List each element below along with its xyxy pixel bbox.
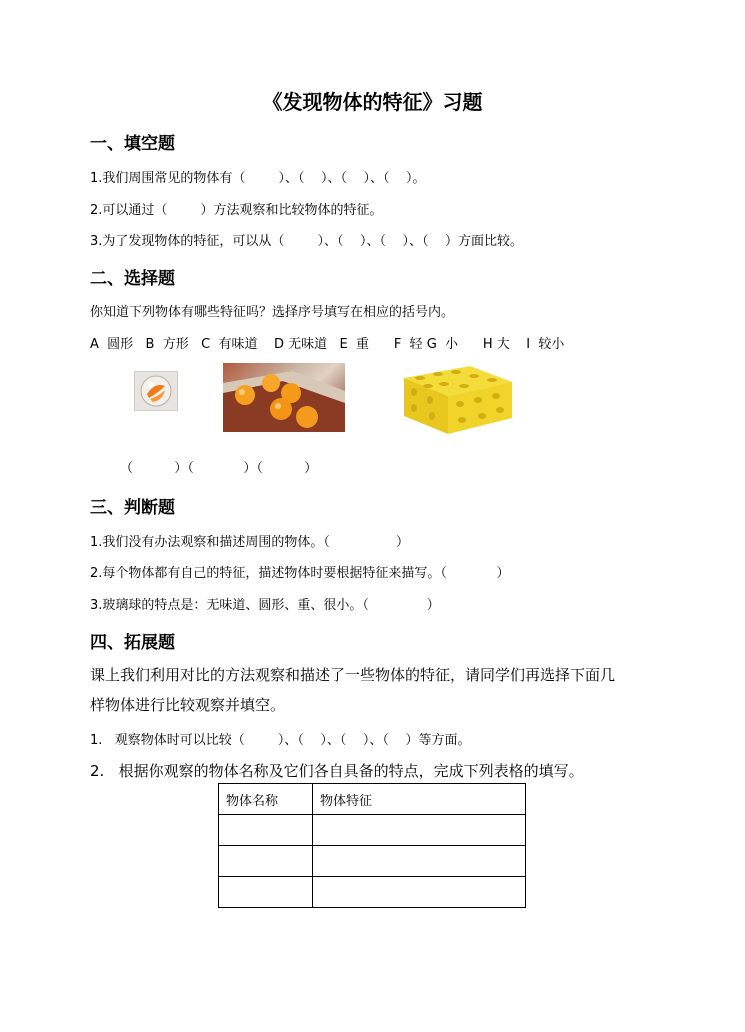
table-row (219, 877, 526, 908)
table-cell-name[interactable] (219, 877, 313, 908)
section-heading-choice: 二、选择题 (90, 269, 175, 289)
table-cell-feature[interactable] (313, 846, 526, 877)
page-title: 《发现物体的特征》习题 (262, 90, 483, 114)
table-header-name: 物体名称 (219, 784, 313, 815)
choice-options: A 圆形 B 方形 C 有味道 D 无味道 E 重 F 轻 G 小 H 大 I 较小 (90, 337, 565, 352)
table-row (219, 846, 526, 877)
question-4-2: 2. 根据你观察的物体名称及它们各自具备的特点，完成下列表格的填写。 (90, 762, 584, 780)
table-cell-feature[interactable] (313, 815, 526, 846)
table-cell-feature[interactable] (313, 877, 526, 908)
question-3-3: 3.玻璃球的特点是：无味道、圆形、重、很小。（ ） (90, 598, 440, 613)
extension-intro-line-1: 课上我们利用对比的方法观察和描述了一些物体的特征，请同学们再选择下面几 (90, 666, 616, 684)
observation-table (218, 783, 526, 908)
table-row (219, 815, 526, 846)
marble-image (134, 371, 178, 411)
extension-intro-line-2: 样物体进行比较观察并填空。 (90, 696, 286, 714)
section-heading-fill-in: 一、填空题 (90, 134, 175, 154)
question-3-1: 1.我们没有办法观察和描述周围的物体。（ ） (90, 535, 410, 550)
choice-answer-brackets: （ ）（ ）（ ） (120, 461, 318, 476)
table-cell-name[interactable] (219, 815, 313, 846)
choice-intro: 你知道下列物体有哪些特征吗？选择序号填写在相应的括号内。 (90, 305, 455, 320)
question-1-3: 3.为了发现物体的特征，可以从（ ）、（ ）、（ ）、（ ）方面比较。 (90, 234, 524, 249)
table-header-feature: 物体特征 (313, 784, 526, 815)
section-heading-extension: 四、拓展题 (90, 633, 175, 653)
sponge-image (400, 360, 515, 436)
question-1-2: 2.可以通过（ ）方法观察和比较物体的特征。 (90, 203, 383, 218)
table-cell-name[interactable] (219, 846, 313, 877)
table-header-row (219, 784, 526, 815)
ping-pong-balls-image (223, 363, 345, 432)
question-3-2: 2.每个物体都有自己的特征，描述物体时要根据特征来描写。（ ） (90, 566, 510, 581)
section-heading-judgment: 三、判断题 (90, 498, 175, 518)
question-1-1: 1.我们周围常见的物体有（ ）、（ ）、（ ）、（ ）。 (90, 171, 426, 186)
question-4-1: 1. 观察物体时可以比较（ ）、（ ）、（ ）、（ ）等方面。 (90, 733, 471, 748)
